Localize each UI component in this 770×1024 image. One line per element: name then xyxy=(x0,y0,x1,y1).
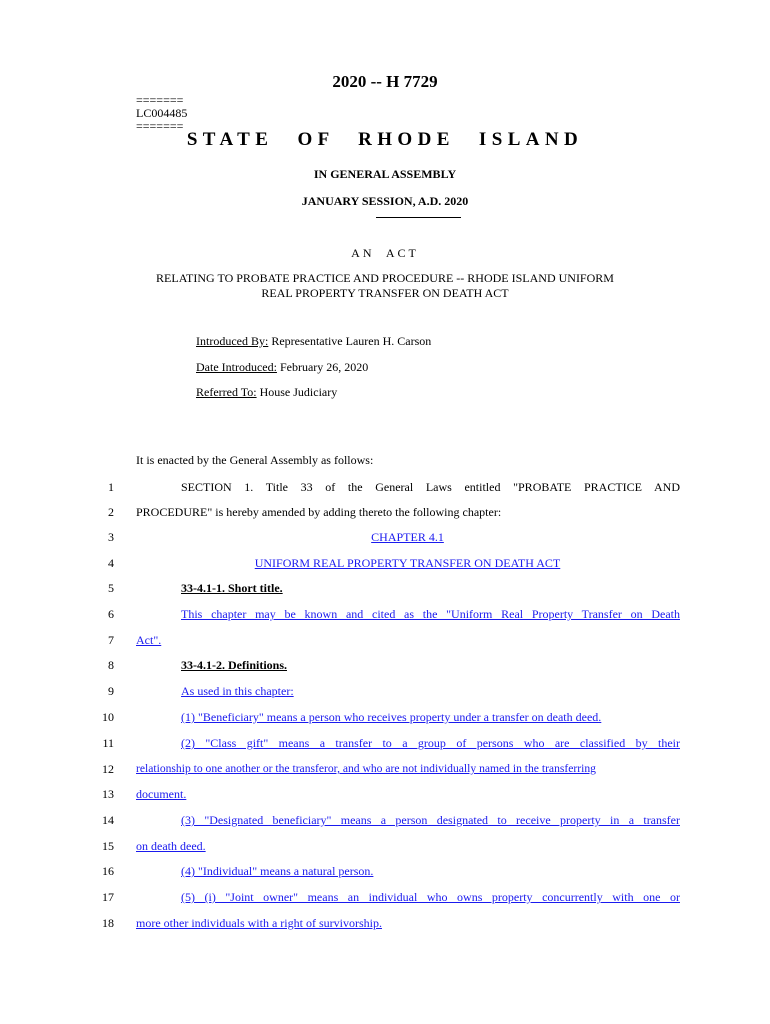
assembly-heading: IN GENERAL ASSEMBLY xyxy=(313,167,457,181)
line-number: 3 xyxy=(108,530,114,544)
body-line: This chapter may be known and cited as the "Uniform Real Property Transfer on Death xyxy=(181,607,680,621)
body-line: relationship to one another or the transferor, and who are not individually named in the transferring xyxy=(136,762,596,775)
line-number: 10 xyxy=(102,710,114,724)
introduced-by-value: Representative Lauren H. Carson xyxy=(271,334,432,348)
body-line: more other individuals with a right of survivorship. xyxy=(136,916,382,930)
body-line: PROCEDURE" is hereby amended by adding thereto the following chapter: xyxy=(136,505,502,519)
body-line: (4) "Individual" means a natural person. xyxy=(181,864,374,878)
line-number: 16 xyxy=(102,864,114,878)
line-number: 17 xyxy=(102,890,114,904)
body-line: (1) "Beneficiary" means a person who receives property under a transfer on death deed. xyxy=(181,710,602,724)
line-number: 7 xyxy=(108,633,114,647)
line-number: 12 xyxy=(102,762,114,776)
body-line: (3) "Designated beneficiary" means a person designated to receive property in a transfer xyxy=(181,813,680,827)
line-number: 11 xyxy=(102,736,114,750)
date-introduced xyxy=(196,360,368,375)
act-title-line-2: REAL PROPERTY TRANSFER ON DEATH ACT xyxy=(261,286,509,300)
line-number: 5 xyxy=(108,581,114,595)
date-introduced-value: February 26, 2020 xyxy=(279,360,369,374)
an-act-heading: AN ACT xyxy=(351,246,419,260)
rule-line-top: ======= xyxy=(136,93,184,107)
line-number: 15 xyxy=(102,839,114,853)
bill-number: 2020 -- H 7729 xyxy=(332,72,438,91)
body-line: As used in this chapter: xyxy=(181,684,294,698)
line-number: 1 xyxy=(108,480,114,494)
referred-to-label: Referred To: xyxy=(196,385,257,399)
state-heading: STATE OF RHODE ISLAND xyxy=(186,129,584,150)
section-heading: 33-4.1-1. Short title. xyxy=(181,581,283,595)
referred-to-value: House Judiciary xyxy=(259,385,338,399)
introduced-by-label: Introduced By: xyxy=(196,334,269,348)
lc-number: LC004485 xyxy=(136,106,188,120)
date-introduced-label: Date Introduced: xyxy=(196,360,277,374)
body-line: on death deed. xyxy=(136,839,206,853)
line-number: 4 xyxy=(108,556,114,570)
enacting-clause: It is enacted by the General Assembly as follows: xyxy=(136,453,374,467)
body-line: document. xyxy=(136,787,187,801)
line-number: 6 xyxy=(108,607,114,621)
rule-line-bottom: ======= xyxy=(136,119,184,133)
line-number: 2 xyxy=(108,505,114,519)
referred-to xyxy=(196,385,337,400)
body-line: SECTION 1. Title 33 of the General Laws entitled "PROBATE PRACTICE AND xyxy=(181,480,680,494)
line-number: 14 xyxy=(102,813,114,827)
chapter-number: CHAPTER 4.1 xyxy=(371,530,444,544)
body-line: Act". xyxy=(136,633,162,647)
body-line: (5) (i) "Joint owner" means an individual who owns property concurrently with one or xyxy=(181,890,680,904)
line-number: 18 xyxy=(102,916,114,930)
session-heading: JANUARY SESSION, A.D. 2020 xyxy=(301,194,469,208)
line-number: 9 xyxy=(108,684,114,698)
line-number: 13 xyxy=(102,787,114,801)
body-line: (2) "Class gift" means a transfer to a group of persons who are classified by their xyxy=(181,736,680,750)
separator-line xyxy=(376,217,461,218)
chapter-title: UNIFORM REAL PROPERTY TRANSFER ON DEATH ACT xyxy=(254,556,561,570)
introduced-by xyxy=(196,334,431,349)
section-heading: 33-4.1-2. Definitions. xyxy=(181,658,287,672)
line-number: 8 xyxy=(108,658,114,672)
act-title-line-1: RELATING TO PROBATE PRACTICE AND PROCEDURE -- RHODE ISLAND UNIFORM xyxy=(156,271,614,285)
